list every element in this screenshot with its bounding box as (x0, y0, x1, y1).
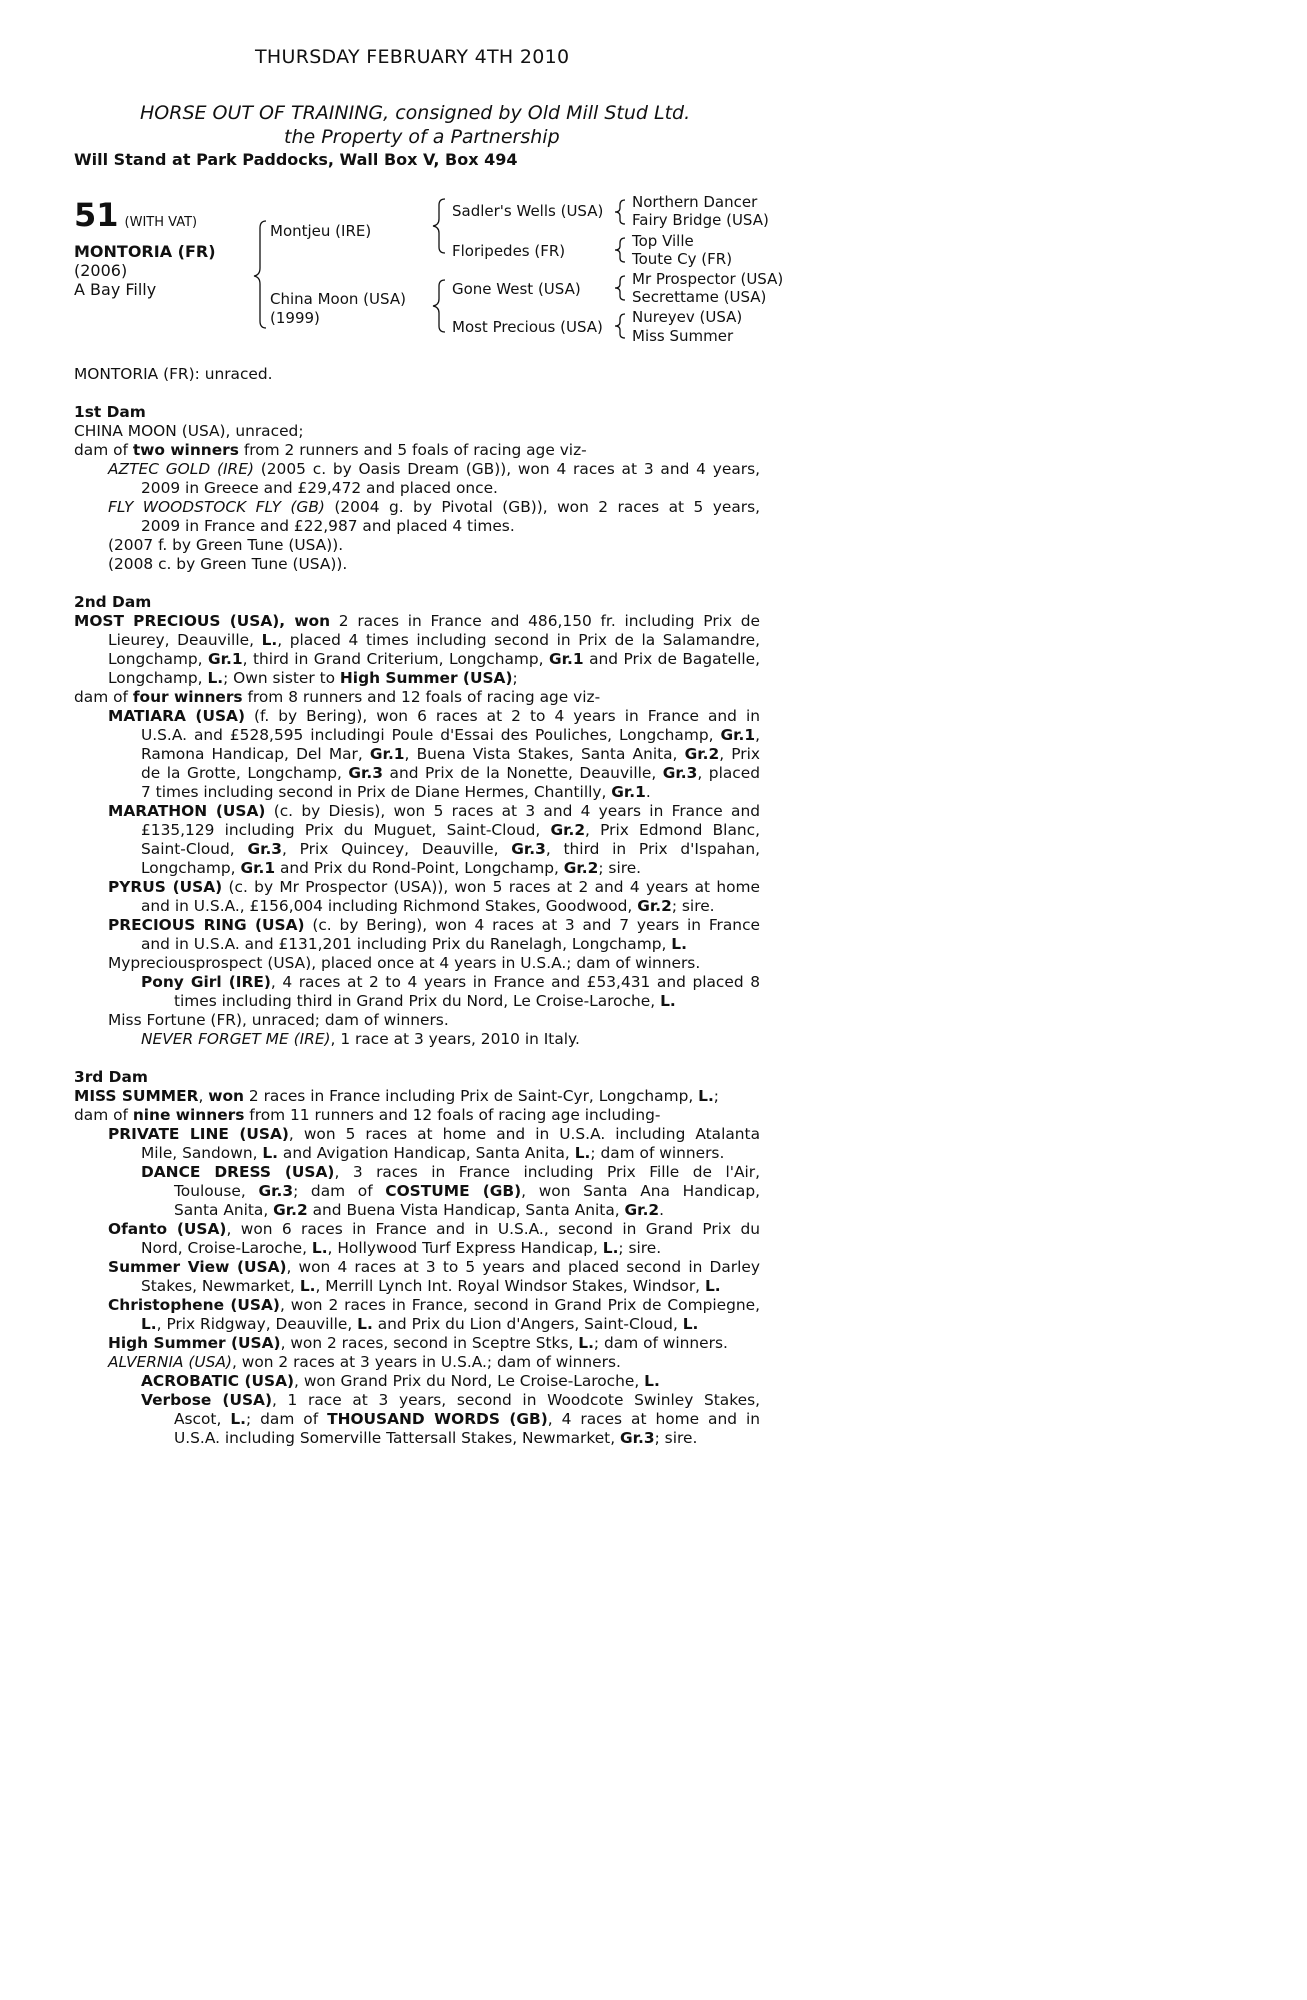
horse-description: A Bay Filly (74, 280, 157, 299)
first-dam-produce: dam of two winners from 2 runners and 5 foals of racing age viz- (74, 441, 587, 459)
property-line: the Property of a Partnership (284, 126, 560, 148)
first-dam-heading: 1st Dam (74, 403, 146, 421)
pedigree-gg-5: Mr Prospector (USA) (632, 270, 784, 288)
produce-entry-cont: £135,129 including Prix du Muguet, Saint-Cloud, Gr.2, Prix Edmond Blanc, (141, 821, 760, 839)
produce-entry-cont: Santa Anita, Gr.2 and Buena Vista Handicap, Santa Anita, Gr.2. (174, 1201, 665, 1219)
produce-entry: ACROBATIC (USA), won Grand Prix du Nord, Le Croise-Laroche, L. (141, 1372, 660, 1390)
produce-entry: MARATHON (USA) (c. by Diesis), won 5 races at 3 and 4 years in France and (108, 802, 760, 820)
produce-entry-cont: 7 times including second in Prix de Diane Hermes, Chantilly, Gr.1. (141, 783, 651, 801)
produce-entry-cont: Longchamp, Gr.1 and Prix du Rond-Point, Longchamp, Gr.2; sire. (141, 859, 642, 877)
produce-entry-cont: and in U.S.A., £156,004 including Richmond Stakes, Goodwood, Gr.2; sire. (141, 897, 715, 915)
produce-entry-cont: Mile, Sandown, L. and Avigation Handicap, Santa Anita, L.; dam of winners. (141, 1144, 725, 1162)
pedigree-gg-3: Top Ville (632, 232, 694, 250)
produce-entry-cont: U.S.A. and £528,595 includingi Poule d'Essai des Pouliches, Longchamp, Gr.1, (141, 726, 760, 744)
pedigree-dam-dam: Most Precious (USA) (452, 318, 603, 336)
produce-entry-cont: Stakes, Newmarket, L., Merrill Lynch Int. Royal Windsor Stakes, Windsor, L. (141, 1277, 721, 1295)
pedigree-brace-ds (615, 276, 625, 300)
consignor-line: HORSE OUT OF TRAINING, consigned by Old Mill Stud Ltd. (140, 102, 691, 124)
pedigree-brace-ss (615, 200, 625, 224)
produce-entry-cont: Ramona Handicap, Del Mar, Gr.1, Buena Vista Stakes, Santa Anita, Gr.2, Prix (141, 745, 760, 763)
pedigree-sire-dam: Floripedes (FR) (452, 242, 566, 260)
pedigree-dam-brace (433, 280, 445, 332)
first-dam-line: CHINA MOON (USA), unraced; (74, 422, 304, 440)
pedigree-sire-brace (433, 199, 445, 253)
lot-vat: (WITH VAT) (124, 215, 198, 230)
pedigree-gg-6: Secrettame (USA) (632, 288, 767, 306)
produce-entry: Pony Girl (IRE), 4 races at 2 to 4 years in France and £53,431 and placed 8 (141, 973, 760, 991)
produce-entry-cont: 2009 in Greece and £29,472 and placed once. (141, 479, 498, 497)
produce-entry-cont: Ascot, L.; dam of THOUSAND WORDS (GB), 4 races at home and in (174, 1410, 761, 1428)
horse-year: (2006) (74, 261, 128, 280)
produce-entry: High Summer (USA), won 2 races, second in Sceptre Stks, L.; dam of winners. (108, 1334, 728, 1352)
produce-entry: PYRUS (USA) (c. by Mr Prospector (USA)), won 5 races at 2 and 4 years at home (108, 878, 761, 896)
produce-entry-cont: L., Prix Ridgway, Deauville, L. and Prix du Lion d'Angers, Saint-Cloud, L. (141, 1315, 699, 1333)
second-dam-line-cont: Longchamp, L.; Own sister to High Summer (USA); (108, 669, 518, 687)
produce-entry: Ofanto (USA), won 6 races in France and in U.S.A., second in Grand Prix du (108, 1220, 760, 1238)
pedigree-main-brace (254, 221, 266, 328)
pedigree-gg-8: Miss Summer (632, 327, 734, 345)
produce-entry-cont: and in U.S.A. and £131,201 including Prix du Ranelagh, Longchamp, L. (141, 935, 687, 953)
third-dam-line: MISS SUMMER, won 2 races in France including Prix de Saint-Cyr, Longchamp, L.; (74, 1087, 719, 1105)
produce-entry: PRIVATE LINE (USA), won 5 races at home and in U.S.A. including Atalanta (108, 1125, 760, 1143)
pedigree-brace-dd (615, 314, 625, 338)
produce-entry: FLY WOODSTOCK FLY (GB) (2004 g. by Pivotal (GB)), won 2 races at 5 years, (108, 498, 760, 516)
produce-entry-cont: times including third in Grand Prix du Nord, Le Croise-Laroche, L. (174, 992, 676, 1010)
second-dam-line: MOST PRECIOUS (USA), won 2 races in France and 486,150 fr. including Prix de (74, 612, 760, 630)
produce-entry: Miss Fortune (FR), unraced; dam of winners. (108, 1011, 449, 1029)
horse-summary: MONTORIA (FR): unraced. (74, 365, 273, 383)
pedigree-sire-sire: Sadler's Wells (USA) (452, 202, 604, 220)
second-dam-produce: dam of four winners from 8 runners and 12 foals of racing age viz- (74, 688, 601, 706)
produce-entry: DANCE DRESS (USA), 3 races in France including Prix Fille de l'Air, (141, 1163, 760, 1181)
pedigree-gg-7: Nureyev (USA) (632, 308, 743, 326)
produce-entry-cont: Saint-Cloud, Gr.3, Prix Quincey, Deauville, Gr.3, third in Prix d'Ispahan, (141, 840, 760, 858)
third-dam-heading: 3rd Dam (74, 1068, 148, 1086)
pedigree-sire: Montjeu (IRE) (270, 222, 372, 240)
produce-entry: AZTEC GOLD (IRE) (2005 c. by Oasis Dream (GB)), won 4 races at 3 and 4 years, (108, 460, 760, 478)
produce-entry: NEVER FORGET ME (IRE), 1 race at 3 years, 2010 in Italy. (141, 1030, 580, 1048)
produce-entry: Verbose (USA), 1 race at 3 years, second in Woodcote Swinley Stakes, (141, 1391, 760, 1409)
produce-entry: ALVERNIA (USA), won 2 races at 3 years in U.S.A.; dam of winners. (108, 1353, 621, 1371)
produce-entry-cont: Nord, Croise-Laroche, L., Hollywood Turf Express Handicap, L.; sire. (141, 1239, 662, 1257)
second-dam-line-cont: Lieurey, Deauville, L., placed 4 times including second in Prix de la Salamandre, (108, 631, 760, 649)
produce-entry: Summer View (USA), won 4 races at 3 to 5 years and placed second in Darley (108, 1258, 760, 1276)
pedigree-gg-2: Fairy Bridge (USA) (632, 211, 769, 229)
pedigree-gg-4: Toute Cy (FR) (632, 250, 733, 268)
produce-entry: Mypreciousprospect (USA), placed once at 4 years in U.S.A.; dam of winners. (108, 954, 701, 972)
pedigree-braces (0, 0, 1307, 360)
produce-entry-cont: de la Grotte, Longchamp, Gr.3 and Prix de la Nonette, Deauville, Gr.3, placed (141, 764, 760, 782)
produce-entry: Christophene (USA), won 2 races in France, second in Grand Prix de Compiegne, (108, 1296, 760, 1314)
stand-location: Will Stand at Park Paddocks, Wall Box V, Box 494 (74, 150, 518, 169)
lot-number: 51 (74, 196, 119, 234)
pedigree-brace-sd (615, 238, 625, 262)
catalogue-text (74, 365, 760, 1448)
produce-entry: MATIARA (USA) (f. by Bering), won 6 races at 2 to 4 years in France and in (108, 707, 760, 725)
produce-entry: PRECIOUS RING (USA) (c. by Bering), won 4 races at 3 and 7 years in France (108, 916, 760, 934)
pedigree-dam-sire: Gone West (USA) (452, 280, 581, 298)
pedigree-dam: China Moon (USA) (270, 290, 406, 308)
produce-entry: (2007 f. by Green Tune (USA)). (108, 536, 344, 554)
horse-name: MONTORIA (FR) (74, 242, 216, 261)
produce-entry-cont: 2009 in France and £22,987 and placed 4 times. (141, 517, 515, 535)
produce-entry-cont: U.S.A. including Somerville Tattersall Stakes, Newmarket, Gr.3; sire. (174, 1429, 698, 1447)
produce-entry: (2008 c. by Green Tune (USA)). (108, 555, 348, 573)
sale-date: THURSDAY FEBRUARY 4TH 2010 (255, 46, 570, 68)
second-dam-heading: 2nd Dam (74, 593, 152, 611)
second-dam-line-cont: Longchamp, Gr.1, third in Grand Criterium, Longchamp, Gr.1 and Prix de Bagatelle, (108, 650, 760, 668)
pedigree-dam-year: (1999) (270, 309, 320, 327)
pedigree-gg-1: Northern Dancer (632, 193, 758, 211)
produce-entry-cont: Toulouse, Gr.3; dam of COSTUME (GB), won Santa Ana Handicap, (174, 1182, 760, 1200)
third-dam-produce: dam of nine winners from 11 runners and 12 foals of racing age including- (74, 1106, 661, 1124)
